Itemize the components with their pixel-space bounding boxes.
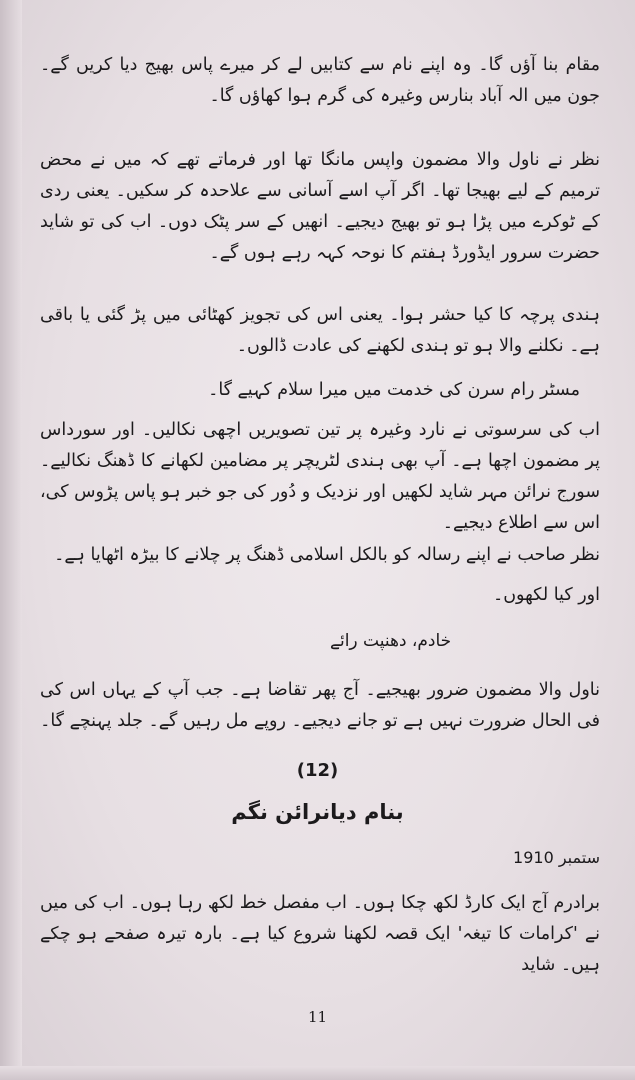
paragraph-3: ہندی پرچہ کا کیا حشر ہوا۔ یعنی اس کی تجویز کھٹائی میں پڑ گئی یا باقی ہے۔ نکلنے والا ہو تو ہندی لکھنے کی عادت ڈالوں۔ xyxy=(40,305,600,356)
page-gutter-shadow xyxy=(0,0,22,1080)
letter-date: ستمبر 1910 xyxy=(513,848,600,867)
paragraph-5: اب کی سرسوتی نے نارد وغیرہ پر تین تصویریں اچھی نکالیں۔ اور سورداس پر مضمون اچھا ہے۔ آپ بھی ہندی لٹریچر پر مضامین لکھانے کا ڈھنگ نکالیے۔ سورج نرائن مہر شاید لکھیں اور نزدیک و دُور کی جو خبر ہو پاس پڑوس کی، اس سے اطلاع دیجیے۔ xyxy=(40,420,600,533)
paragraph-1: مقام بنا آؤں گا۔ وہ اپنے نام سے کتابیں لے کر میرے پاس بھیج دیا کریں گے۔ جون میں الہ آباد بنارس وغیرہ کی گرم ہوا کھاؤں گا۔ xyxy=(40,55,600,106)
paragraph-4: مسٹر رام سرن کی خدمت میں میرا سلام کہیے گا۔ xyxy=(208,380,580,400)
page-bottom-edge xyxy=(0,1066,635,1080)
signature: خادم، دھنپت رائے xyxy=(330,631,452,651)
page-number: 11 xyxy=(307,1008,328,1026)
postscript: ناول والا مضمون ضرور بھیجیے۔ آج پھر تقاضا ہے۔ جب آپ کے یہاں اس کی فی الحال ضرورت نہیں ہے تو جانے دیجیے۔ روپے مل رہیں گے۔ جلد پہنچے گا۔ xyxy=(40,680,600,731)
paragraph-7: اور کیا لکھوں۔ xyxy=(492,585,600,605)
paragraph-2: نظر نے ناول والا مضمون واپس مانگا تھا اور فرماتے تھے کہ میں نے محض ترمیم کے لیے بھیجا تھا۔ اگر آپ اسے آسانی سے علاحدہ کر سکیں۔ یعنی ردی کے ٹوکرے میں پڑا ہو تو بھیج دیجیے۔ انھیں کے سر پٹک دوں۔ اب کی تو شاید حضرت سرور ایڈورڈ ہفتم کا نوحہ کہہ رہے ہوں گے۔ xyxy=(40,150,600,263)
letter-number: (12) xyxy=(296,760,339,781)
paragraph-6: نظر صاحب نے اپنے رسالہ کو بالکل اسلامی ڈھنگ پر چلانے کا بیڑہ اٹھایا ہے۔ xyxy=(54,545,600,565)
addressee-heading: بنام دیانرائن نگم xyxy=(231,800,404,824)
closing-paragraph: برادرم آج ایک کارڈ لکھ چکا ہوں۔ اب مفصل خط لکھ رہا ہوں۔ اب کی میں نے 'کرامات کا تیغہ' ایک قصہ لکھنا شروع کیا ہے۔ بارہ تیرہ صفحے ہو چکے ہیں۔ شاید xyxy=(40,893,600,975)
